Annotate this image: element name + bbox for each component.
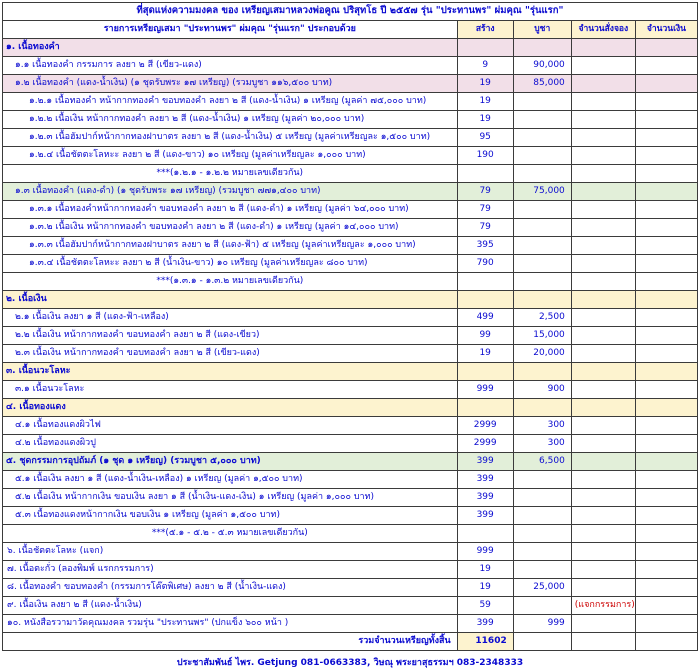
row-label: ๑.๒ เนื้อทองคำ (แดง-น้ำเงิน) (๑ ชุดรับพระ ๑๗ เหรียญ) (รวมบูชา ๑๑๖,๕๐๐ บาท) <box>3 75 458 93</box>
row-price <box>513 93 571 111</box>
total-row <box>3 633 698 651</box>
row-order-qty <box>571 615 635 633</box>
row-made-count: 399 <box>457 471 513 489</box>
row-made-count: 99 <box>457 327 513 345</box>
row-price: 75,000 <box>513 183 571 201</box>
table-row <box>3 471 698 489</box>
table-row <box>3 381 698 399</box>
row-price: 20,000 <box>513 345 571 363</box>
row-label: ๑.๓ เนื้อทองคำ (แดง-ดำ) (๑ ชุดรับพระ ๑๗ เหรียญ) (รวมบูชา ๗๗๑,๔๐๐ บาท) <box>3 183 458 201</box>
row-made-count: 59 <box>457 597 513 615</box>
table-row <box>3 183 698 201</box>
row-made-count: 399 <box>457 489 513 507</box>
table-row <box>3 615 698 633</box>
row-made-count <box>457 525 513 543</box>
table-row <box>3 309 698 327</box>
row-order-qty: (แจกกรรมการ) <box>571 597 635 615</box>
row-price <box>513 201 571 219</box>
table-row <box>3 453 698 471</box>
row-order-qty <box>571 399 635 417</box>
table-row <box>3 561 698 579</box>
table-row <box>3 579 698 597</box>
row-made-count: 399 <box>457 453 513 471</box>
row-amount <box>635 363 697 381</box>
row-amount <box>635 435 697 453</box>
table-row <box>3 39 698 57</box>
row-order-qty <box>571 219 635 237</box>
row-order-qty <box>571 273 635 291</box>
row-price <box>513 507 571 525</box>
row-price <box>513 543 571 561</box>
row-label: ๒.๓ เนื้อเงิน หน้ากากทองคำ ขอบทองคำ ลงยา ๒ สี (เขียว-แดง) <box>3 345 458 363</box>
row-price <box>513 273 571 291</box>
table-row <box>3 417 698 435</box>
total-price-cell <box>513 633 571 651</box>
row-amount <box>635 471 697 489</box>
row-amount <box>635 273 697 291</box>
row-price <box>513 291 571 309</box>
row-order-qty <box>571 237 635 255</box>
row-made-count <box>457 273 513 291</box>
row-made-count: 19 <box>457 93 513 111</box>
row-price <box>513 165 571 183</box>
table-row <box>3 327 698 345</box>
row-label: ๑.๓.๔ เนื้อชัตตะโลหะะ ลงยา ๒ สี (น้ำเงิน-ขาว) ๑๐ เหรียญ (มูลค่าเหรียญละ ๘๐๐ บาท) <box>3 255 458 273</box>
row-amount <box>635 165 697 183</box>
row-made-count: 499 <box>457 309 513 327</box>
total-qty-cell <box>571 633 635 651</box>
row-amount <box>635 111 697 129</box>
row-made-count <box>457 165 513 183</box>
row-order-qty <box>571 147 635 165</box>
row-label: ๑.๒.๒ เนื้อเงิน หน้ากากทองคำ ลงยา ๒ สี (แดง-น้ำเงิน) ๑ เหรียญ (มูลค่า ๒๐,๐๐๐ บาท) <box>3 111 458 129</box>
row-price <box>513 471 571 489</box>
row-order-qty <box>571 489 635 507</box>
row-label: ๕.๒ เนื้อเงิน หน้ากากเงิน ขอบเงิน ลงยา ๑ สี (น้ำเงิน-แดง-เงิน) ๑ เหรียญ (มูลค่า ๑,๐๐๐ บาท) <box>3 489 458 507</box>
row-order-qty <box>571 111 635 129</box>
table-row <box>3 489 698 507</box>
row-amount <box>635 543 697 561</box>
row-label: ๑.๒.๓ เนื้อฮัมปาก์หน้ากากทองฝาบาตร ลงยา ๒ สี (แดง-น้ำเงิน) ๕ เหรียญ (มูลค่าเหรียญละ ๑,๕๐๐ บาท) <box>3 129 458 147</box>
row-label: ๕. ชุดกรรมการอุปถัมภ์ (๑ ชุด ๑ เหรียญ) (รวมบูชา ๕,๐๐๐ บาท) <box>3 453 458 471</box>
table-row <box>3 219 698 237</box>
row-made-count: 79 <box>457 219 513 237</box>
row-amount <box>635 291 697 309</box>
row-amount <box>635 345 697 363</box>
row-order-qty <box>571 453 635 471</box>
row-order-qty <box>571 579 635 597</box>
row-label: ๒.๒ เนื้อเงิน หน้ากากทองคำ ขอบทองคำ ลงยา ๒ สี (แดง-เขียว) <box>3 327 458 345</box>
row-made-count: 2999 <box>457 435 513 453</box>
row-made-count: 19 <box>457 561 513 579</box>
row-label: ๔.๑ เนื้อทองแดงผิวไฟ <box>3 417 458 435</box>
row-amount <box>635 489 697 507</box>
row-amount <box>635 327 697 345</box>
row-label: ๒. เนื้อเงิน <box>3 291 458 309</box>
row-made-count: 9 <box>457 57 513 75</box>
row-price <box>513 237 571 255</box>
row-order-qty <box>571 561 635 579</box>
row-order-qty <box>571 507 635 525</box>
row-made-count: 79 <box>457 201 513 219</box>
column-header-order-qty: จำนวนสั่งจอง <box>571 21 635 39</box>
row-amount <box>635 255 697 273</box>
row-price <box>513 255 571 273</box>
table-row <box>3 201 698 219</box>
table-row <box>3 93 698 111</box>
row-made-count: 79 <box>457 183 513 201</box>
row-order-qty <box>571 93 635 111</box>
row-order-qty <box>571 525 635 543</box>
row-amount <box>635 183 697 201</box>
table-row <box>3 399 698 417</box>
row-made-count: 399 <box>457 615 513 633</box>
row-label: ๔. เนื้อทองแดง <box>3 399 458 417</box>
row-made-count: 19 <box>457 345 513 363</box>
row-price <box>513 129 571 147</box>
row-amount <box>635 129 697 147</box>
row-made-count: 395 <box>457 237 513 255</box>
row-order-qty <box>571 345 635 363</box>
row-price: 90,000 <box>513 57 571 75</box>
total-value: 11602 <box>457 633 513 651</box>
table-row <box>3 129 698 147</box>
row-label: ๔.๒ เนื้อทองแดงผิวปู <box>3 435 458 453</box>
row-made-count <box>457 363 513 381</box>
column-header-price: บูชา <box>513 21 571 39</box>
row-label: ๗. เนื้อตะกั่ว (ลองพิมพ์ แรกกรรมการ) <box>3 561 458 579</box>
row-order-qty <box>571 75 635 93</box>
row-amount <box>635 399 697 417</box>
row-amount <box>635 201 697 219</box>
row-amount <box>635 219 697 237</box>
table-row <box>3 165 698 183</box>
row-label: ๑.๓.๑ เนื้อทองคำหน้ากากทองคำ ขอบทองคำ ลงยา ๒ สี (แดง-ดำ) ๑ เหรียญ (มูลค่า ๖๔,๐๐๐ บาท) <box>3 201 458 219</box>
table-row <box>3 57 698 75</box>
column-header-made: สร้าง <box>457 21 513 39</box>
table-row <box>3 435 698 453</box>
row-label: ๑.๓.๒ เนื้อเงิน หน้ากากทองคำ ขอบทองคำ ลงยา ๒ สี (แดง-ดำ) ๑ เหรียญ (มูลค่า ๑๔,๐๐๐ บาท) <box>3 219 458 237</box>
row-order-qty <box>571 57 635 75</box>
row-amount <box>635 309 697 327</box>
row-label: ๑.๓.๓ เนื้อฮัมปาก์หน้ากากทองฝาบาตร ลงยา ๒ สี (แดง-ฟ้า) ๕ เหรียญ (มูลค่าเหรียญละ ๑,๐๐๐ บาท) <box>3 237 458 255</box>
row-label: ***(๑.๒.๑ - ๑.๒.๒ หมายเลขเดียวกัน) <box>3 165 458 183</box>
table-title-row <box>3 3 698 21</box>
contact-footer: ประชาสัมพันธ์ ไพร. Getjung 081-0663383, วิษณุ พระยาสุธรรมฯ 083-2348333 <box>176 658 524 668</box>
row-order-qty <box>571 381 635 399</box>
row-price <box>513 561 571 579</box>
table-columns-row <box>3 21 698 39</box>
row-order-qty <box>571 291 635 309</box>
row-price: 15,000 <box>513 327 571 345</box>
table-row <box>3 273 698 291</box>
row-made-count: 19 <box>457 579 513 597</box>
row-amount <box>635 597 697 615</box>
row-amount <box>635 39 697 57</box>
row-label: ***(๑.๓.๑ - ๑.๓.๒ หมายเลขเดียวกัน) <box>3 273 458 291</box>
table-row <box>3 363 698 381</box>
row-made-count: 790 <box>457 255 513 273</box>
page-title: ที่สุดแห่งความมงคล ของ เหรียญเสมาหลวงพ่อคูณ ปริสุทโธ ปี ๒๕๕๗ รุ่น "ประทานพร" ผ่มคุณ "รุ่นแรก" <box>3 3 698 21</box>
table-subtitle: รายการเหรียญเสมา "ประทานพร" ผ่มคุณ "รุ่นแรก" ประกอบด้วย <box>3 21 458 39</box>
total-label: รวมจำนวนเหรียญทั้งสิ้น <box>3 633 458 651</box>
row-price <box>513 489 571 507</box>
row-order-qty <box>571 327 635 345</box>
coin-price-table <box>2 2 698 651</box>
row-label: ๓.๑ เนื้อนวะโลหะ <box>3 381 458 399</box>
table-row <box>3 75 698 93</box>
row-amount <box>635 453 697 471</box>
row-amount <box>635 525 697 543</box>
row-amount <box>635 75 697 93</box>
row-label: ๘. เนื้อทองคำ ขอบทองคำ (กรรมการโค๊ตพิเศษ) ลงยา ๒ สี (น้ำเงิน-แดง) <box>3 579 458 597</box>
row-label: ๕.๑ เนื้อเงิน ลงยา ๑ สี (แดง-น้ำเงิน-เหลือง) ๑ เหรียญ (มูลค่า ๑,๕๐๐ บาท) <box>3 471 458 489</box>
row-label: ๒.๑ เนื้อเงิน ลงยา ๑ สี (แดง-ฟ้า-เหลือง) <box>3 309 458 327</box>
row-price <box>513 525 571 543</box>
row-order-qty <box>571 309 635 327</box>
row-price: 300 <box>513 435 571 453</box>
row-price <box>513 39 571 57</box>
row-label: ๑๐. หนังสือรวามาวัดคุณมงคล รวมรุ่น "ประทานพร" (ปกแข็ง ๖๐๐ หน้า ) <box>3 615 458 633</box>
table-row <box>3 147 698 165</box>
row-label: ๑.๒.๑ เนื้อทองคำ หน้ากากทองคำ ขอบทองคำ ลงยา ๒ สี (แดง-น้ำเงิน) ๑ เหรียญ (มูลค่า ๗๕,๐๐๐ บาท) <box>3 93 458 111</box>
column-header-amount: จำนวนเงิน <box>635 21 697 39</box>
row-price: 900 <box>513 381 571 399</box>
row-amount <box>635 147 697 165</box>
row-made-count: 999 <box>457 543 513 561</box>
row-amount <box>635 507 697 525</box>
row-made-count: 19 <box>457 111 513 129</box>
row-order-qty <box>571 435 635 453</box>
row-price: 2,500 <box>513 309 571 327</box>
table-row <box>3 525 698 543</box>
row-order-qty <box>571 255 635 273</box>
row-label: ๑. เนื้อทองคำ <box>3 39 458 57</box>
row-made-count: 2999 <box>457 417 513 435</box>
row-made-count <box>457 399 513 417</box>
row-made-count: 190 <box>457 147 513 165</box>
row-price <box>513 147 571 165</box>
row-amount <box>635 381 697 399</box>
row-price <box>513 363 571 381</box>
row-price <box>513 399 571 417</box>
row-made-count <box>457 39 513 57</box>
row-label: ๑.๒.๔ เนื้อชัตตะโลหะะ ลงยา ๒ สี (แดง-ขาว) ๑๐ เหรียญ (มูลค่าเหรียญละ ๑,๐๐๐ บาท) <box>3 147 458 165</box>
row-order-qty <box>571 183 635 201</box>
table-row <box>3 345 698 363</box>
row-amount <box>635 93 697 111</box>
table-row <box>3 291 698 309</box>
row-price <box>513 219 571 237</box>
row-order-qty <box>571 201 635 219</box>
row-order-qty <box>571 417 635 435</box>
row-label: ๕.๓ เนื้อทองแดงหน้ากากเงิน ขอบเงิน ๑ เหรียญ (มูลค่า ๑,๕๐๐ บาท) <box>3 507 458 525</box>
row-amount <box>635 561 697 579</box>
row-amount <box>635 615 697 633</box>
row-order-qty <box>571 39 635 57</box>
row-price: 999 <box>513 615 571 633</box>
row-made-count <box>457 291 513 309</box>
row-made-count: 19 <box>457 75 513 93</box>
table-row <box>3 507 698 525</box>
row-order-qty <box>571 363 635 381</box>
row-amount <box>635 57 697 75</box>
table-row <box>3 237 698 255</box>
table-row <box>3 255 698 273</box>
row-amount <box>635 237 697 255</box>
table-row <box>3 597 698 615</box>
row-price: 300 <box>513 417 571 435</box>
row-order-qty <box>571 129 635 147</box>
row-price <box>513 597 571 615</box>
row-amount <box>635 417 697 435</box>
row-price: 25,000 <box>513 579 571 597</box>
row-order-qty <box>571 165 635 183</box>
total-amount-cell <box>635 633 697 651</box>
row-price: 85,000 <box>513 75 571 93</box>
row-price <box>513 111 571 129</box>
row-made-count: 399 <box>457 507 513 525</box>
table-row <box>3 111 698 129</box>
row-price: 6,500 <box>513 453 571 471</box>
table-row <box>3 543 698 561</box>
row-label: ๓. เนื้อนวะโลหะ <box>3 363 458 381</box>
row-label: ๖. เนื้อชัตตะโลหะ (แจก) <box>3 543 458 561</box>
row-label: ๑.๑ เนื้อทองคำ กรรมการ ลงยา ๒ สี (เขียว-แดง) <box>3 57 458 75</box>
row-made-count: 95 <box>457 129 513 147</box>
row-order-qty <box>571 543 635 561</box>
row-order-qty <box>571 471 635 489</box>
row-label: ***(๕.๑ - ๕.๒ - ๕.๓ หมายเลขเดียวกัน) <box>3 525 458 543</box>
row-label: ๙. เนื้อเงิน ลงยา ๒ สี (แดง-น้ำเงิน) <box>3 597 458 615</box>
row-made-count: 999 <box>457 381 513 399</box>
row-amount <box>635 579 697 597</box>
